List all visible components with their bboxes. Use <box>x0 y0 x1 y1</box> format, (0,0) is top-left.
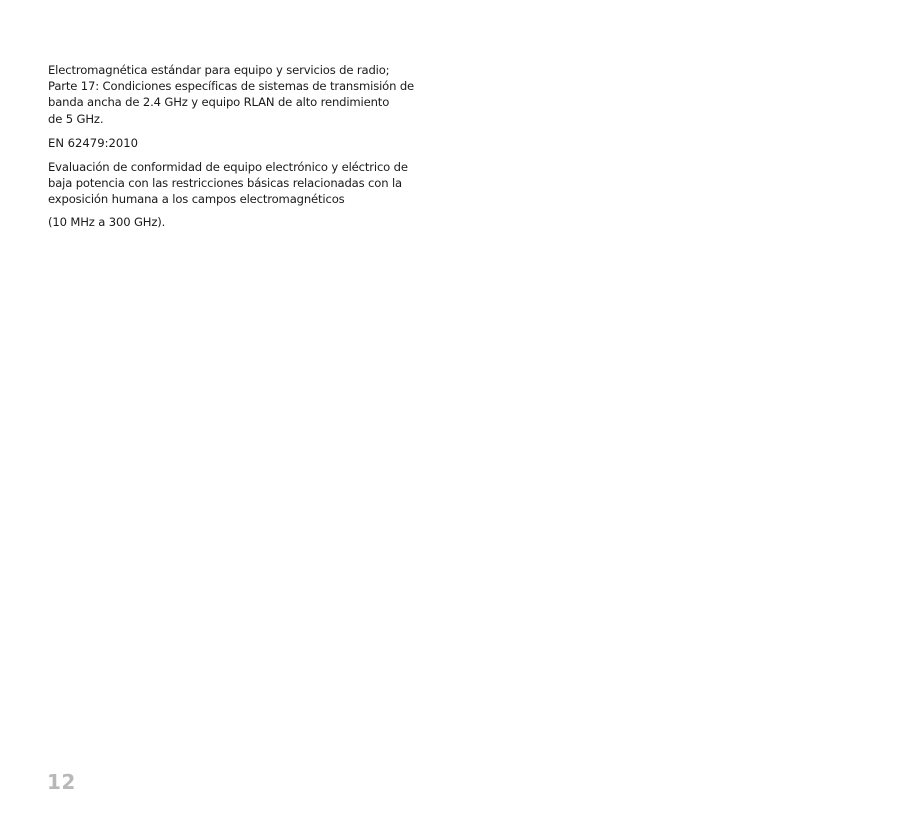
standard-code: EN 62479:2010 <box>48 135 138 150</box>
description-paragraph: Evaluación de conformidad de equipo electrónico y eléctrico de baja potencia con las restricciones básicas relacionadas con la exposición humana a los campos electromagnéticos <box>48 160 408 207</box>
frequency-range: (10 MHz a 300 GHz). <box>48 214 166 229</box>
document-body <box>48 62 433 230</box>
intro-paragraph: Electromagnética estándar para equipo y servicios de radio; Parte 17: Condiciones específicas de sistemas de transmisión de banda ancha de 2.4 GHz y equipo RLAN de alto rendimiento de 5 GHz. <box>48 63 415 126</box>
page-number: 12 <box>47 770 76 794</box>
